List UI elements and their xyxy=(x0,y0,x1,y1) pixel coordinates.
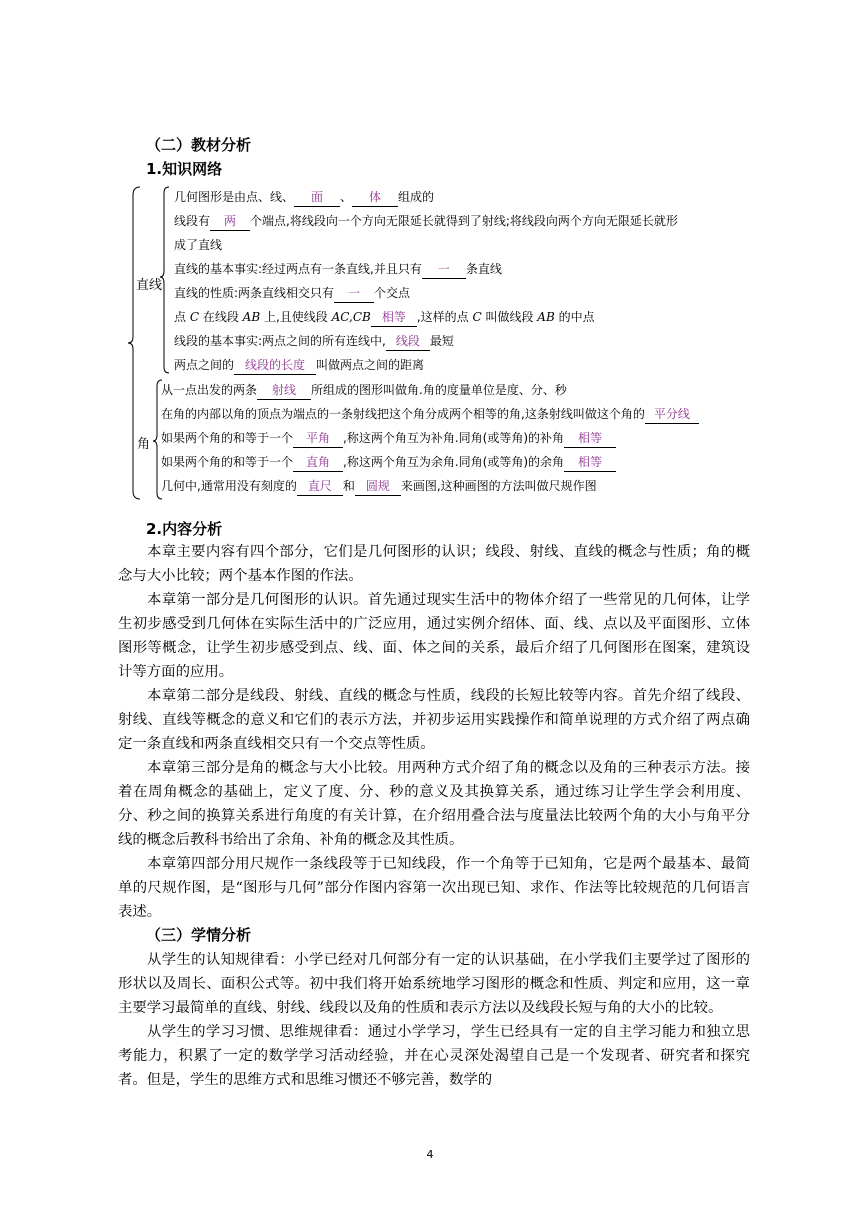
item-text: 点 xyxy=(174,310,190,324)
item-text: 最短 xyxy=(429,334,454,348)
network-angle-item xyxy=(161,381,567,400)
answer-blank: 圆规 xyxy=(355,477,401,496)
answer-blank: 一 xyxy=(422,260,466,279)
item-text: ,这样的点 xyxy=(416,310,473,324)
network-angle-item xyxy=(161,405,699,424)
network-angle-item xyxy=(161,429,616,448)
answer-blank: 相等 xyxy=(564,453,616,472)
item-text: 如果两个角的和等于一个 xyxy=(161,455,294,469)
paragraph: 本章主要内容有四个部分，它们是几何图形的认识；线段、射线、直线的概念与性质；角的概念与大小比较；两个基本作图的作法。 xyxy=(118,544,750,584)
item-text: 直线的性质:两条直线相交只有 xyxy=(174,286,335,300)
variable: AC,CB xyxy=(331,310,371,324)
answer-blank: 线段 xyxy=(386,332,430,351)
network-line-item xyxy=(174,356,424,375)
variable: AB xyxy=(537,310,555,324)
network-line-item xyxy=(174,212,678,231)
item-text: 、 xyxy=(340,190,353,204)
item-text: 条直线 xyxy=(465,262,502,276)
item-text: 在角的内部以角的顶点为端点的一条射线把这个角分成两个相等的角,这条射线叫做这个角的 xyxy=(161,407,645,421)
item-text: 两点之间的 xyxy=(174,358,235,372)
item-text: 上,且使线段 xyxy=(260,310,332,324)
answer-blank: 相等 xyxy=(371,308,417,327)
answer-blank: 体 xyxy=(352,188,398,207)
answer-blank: 平分线 xyxy=(645,405,699,424)
answer-blank: 一 xyxy=(334,284,374,303)
network-line-item xyxy=(174,188,434,207)
item-text: 如果两个角的和等于一个 xyxy=(161,431,294,445)
variable: C xyxy=(472,310,482,324)
answer-blank: 直尺 xyxy=(297,477,343,496)
item-text: 组成的 xyxy=(398,190,435,204)
item-text: 几何中,通常用没有刻度的 xyxy=(161,479,297,493)
answer-blank: 射线 xyxy=(257,381,311,400)
item-text: ,称这两个角互为余角.同角(或等角)的余角 xyxy=(343,455,565,469)
answer-blank: 平角 xyxy=(293,429,343,448)
paragraph: 本章第一部分是几何图形的认识。首先通过现实生活中的物体介绍了一些常见的几何体，让学生初步感受到几何体在实际生活中的广泛应用，通过实例介绍体、面、线、点以及平面图形、立体图形等概念，让学生初步感受到点、线、面、体之间的关系，最后介绍了几何图形在图案，建筑设计等方面的应用。 xyxy=(118,592,750,680)
paragraph: 本章第二部分是线段、射线、直线的概念与性质，线段的长短比较等内容。首先介绍了线段、射线、直线等概念的意义和它们的表示方法，并初步运用实践操作和简单说理的方式介绍了两点确定一条直线和两条直线相交只有一个交点等性质。 xyxy=(118,688,750,752)
answer-blank: 线段的长度 xyxy=(234,356,316,375)
item-text: 来画图,这种画图的方法叫做尺规作图 xyxy=(400,479,597,493)
item-text: 从一点出发的两条 xyxy=(161,383,258,397)
item-text: 个交点 xyxy=(374,286,411,300)
subsection-title-content-analysis: 2.内容分析 xyxy=(146,520,223,538)
item-text: 线段的基本事实:两点之间的所有连线中, xyxy=(174,334,386,348)
item-text: 叫做两点之间的距离 xyxy=(316,358,425,372)
item-text: 所组成的图形叫做角.角的度量单位是度、分、秒 xyxy=(311,383,567,397)
subsection-title-knowledge-network: 1.知识网络 xyxy=(146,160,223,178)
section-title-student-analysis: （三）学情分析 xyxy=(146,926,252,944)
network-angle-item xyxy=(161,453,616,472)
network-angle-item xyxy=(161,477,597,496)
page-number: 4 xyxy=(426,1148,434,1161)
answer-blank: 相等 xyxy=(564,429,616,448)
network-line-item xyxy=(174,260,502,279)
item-text: 个端点,将线段向一个方向无限延长就得到了射线;将线段向两个方向无限延长就形 xyxy=(250,214,678,228)
network-line-item xyxy=(174,308,595,327)
variable: C xyxy=(189,310,200,324)
paragraph: 从学生的学习习惯、思维规律看：通过小学学习，学生已经具有一定的自主学习能力和独立思考能力，积累了一定的数学学习活动经验，并在心灵深处渴望自己是一个发现者、研究者和探究者。但是，学生的思维方式和思维习惯还不够完善，数学的 xyxy=(118,1024,750,1088)
item-text: 线段有 xyxy=(174,214,211,228)
answer-blank: 面 xyxy=(294,188,340,207)
item-text: 的中点 xyxy=(554,310,595,324)
content-analysis-body xyxy=(118,540,750,924)
network-line-item xyxy=(174,284,410,303)
answer-blank: 两 xyxy=(210,212,250,231)
network-line-item xyxy=(174,332,454,351)
answer-blank: 直角 xyxy=(293,453,343,472)
group-label-angle: 角 xyxy=(137,437,151,452)
section-title-textbook-analysis: （二）教材分析 xyxy=(146,136,252,154)
item-text: 几何图形是由点、线、 xyxy=(174,190,295,204)
student-analysis-body xyxy=(118,948,750,1092)
paragraph: 本章第三部分是角的概念与大小比较。用两种方式介绍了角的概念以及角的三种表示方法。接着在周角概念的基础上，定义了度、分、秒的意义及其换算关系，通过练习让学生学会利用度、分、秒之间的换算关系进行角度的有关计算，在介绍用叠合法与度量法比较两个角的大小与角平分线的概念后教科书给出了余角、补角的概念及其性质。 xyxy=(118,760,750,848)
variable: AB xyxy=(242,310,261,324)
item-text: 叫做线段 xyxy=(481,310,538,324)
paragraph: 从学生的认知规律看：小学已经对几何部分有一定的认识基础，在小学我们主要学过了图形的形状以及周长、面积公式等。初中我们将开始系统地学习图形的概念和性质、判定和应用，这一章主要学习最简单的直线、射线、线段以及角的性质和表示方法以及线段长短与角的大小的比较。 xyxy=(118,952,750,1016)
paragraph: 本章第四部分用尺规作一条线段等于已知线段，作一个角等于已知角，它是两个最基本、最简单的尺规作图，是“图形与几何”部分作图内容第一次出现已知、求作、作法等比较规范的几何语言表述。 xyxy=(118,856,750,920)
group-label-line: 直线 xyxy=(136,278,163,293)
network-line-item: 成了直线 xyxy=(174,238,223,252)
item-text: 直线的基本事实:经过两点有一条直线,并且只有 xyxy=(174,262,422,276)
item-text: 和 xyxy=(342,479,355,493)
item-text: ,称这两个角互为补角.同角(或等角)的补角 xyxy=(343,431,565,445)
item-text: 在线段 xyxy=(199,310,243,324)
